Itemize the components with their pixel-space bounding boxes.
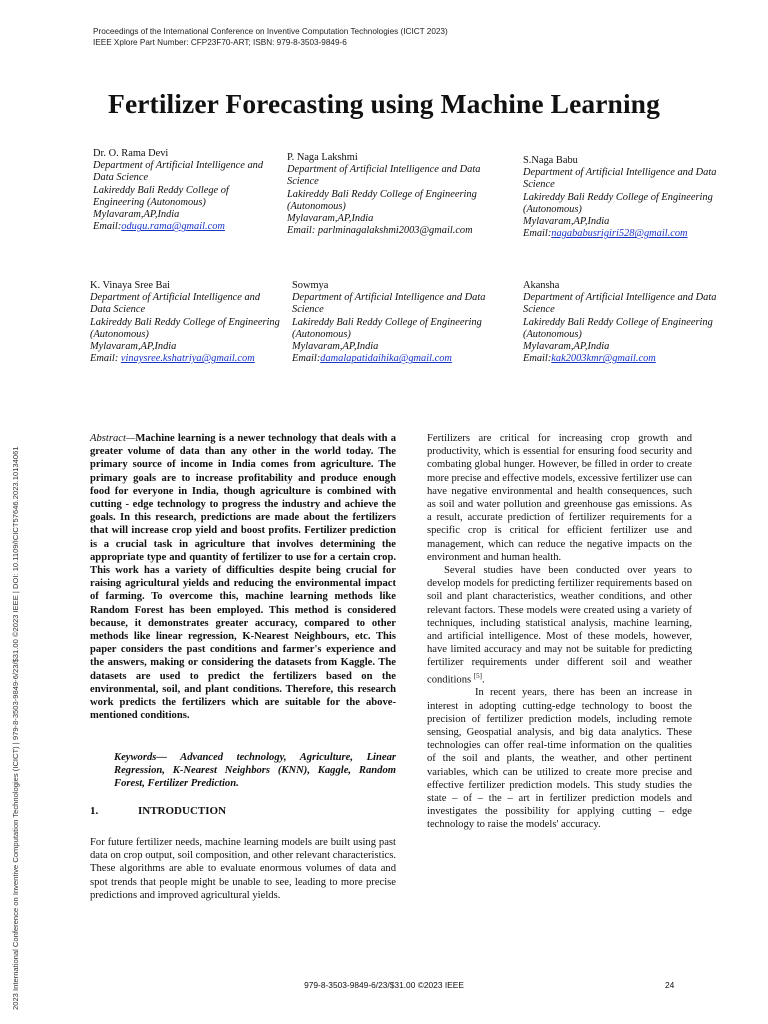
author-block-6 [523,280,723,365]
author-place: Mylavaram,AP,India [523,216,610,228]
author-block-5 [292,280,507,365]
author-email-link[interactable]: odugu.rama@gmail.com [121,221,225,233]
right-paragraph-1: Fertilizers are critical for increasing crop growth and productivity, which is essential for ensuring food security and combating global hunger. However, be filled in order to create more precise and effective models, excessive fertilizer use can have negative environmental and health consequences, such as soil and water pollution and greenhouse gas emissions. As a result, accurate prediction of fertilizer requirements for a specific crop is critical for efficient fertilizer use and management, which can reduce the negative impacts on the environment and human health. [427,433,692,563]
email-label: Email: [287,225,316,237]
section-title: INTRODUCTION [138,805,227,817]
author-name: P. Naga Lakshmi [287,152,358,163]
author-name: Dr. O. Rama Devi [93,148,169,159]
author-dept: Department of Artificial Intelligence and Data Science [90,292,261,316]
paper-title: Fertilizer Forecasting using Machine Learning [108,88,660,119]
email-label: Email: [523,353,552,365]
author-email-link[interactable]: nagababusrigiri528@gmail.com [551,228,688,240]
email-label: Email: [90,353,119,365]
header-line-2: IEEE Xplore Part Number: CFP23F70-ART; ISBN: 979-8-3503-9849-6 [93,37,347,47]
author-block-1 [93,148,273,233]
sidebar-citation: 2023 International Conference on Inventive Computation Technologies (ICICT) | 979-8-3503-9849-6/23/$31.00 ©2023 IEEE | DOI: 10.1109/ICICT57646.2023.10134061 [11,446,20,1010]
author-college: Lakireddy Bali Reddy College of Engineering (Autonomous) [523,316,713,340]
author-email-link[interactable]: vinaysree.kshatriya@gmail.com [120,353,255,365]
author-college: Lakireddy Bali Reddy College of Engineering (Autonomous) [93,184,229,208]
email-label: Email: [93,221,122,233]
author-college: Lakireddy Bali Reddy College of Engineering (Autonomous) [523,191,713,215]
author-block-2 [287,152,512,237]
right-column [427,432,692,832]
abstract-text: Machine learning is a newer technology that deals with a greater volume of data than any other in the world today. The primary source of income in India comes from agriculture. The primary goals are to increase profitability and produce enough food for everyone in India, though agriculture is combined with cutting - edge technology to progress the industry and achieve the goals. In this research, predictions are made about the fertilizers that will increase crop yield and boost profits. Fertilizer prediction is a crucial task in agriculture that involves determining the appropriate type and quantity of fertilizer to use for a certain crop. This work has a variety of difficulties despite being crucial for raising agricultural yields and reducing the environmental impact of farming. To overcome this, machine learning methods like Random Forest has been employed. This method is considered because, it demonstrates greater accuracy, compared to other methods like linear regression, K-Nearest Neighbours, etc. This paper considers the past conditions and farmer's experience and the answers, making or considering the datasets from Kaggle. The datasets are used to predict the fertilizers based on the environmental, soil, and plant conditions. Therefore, this research work predicts the fertilizers which are suitable for the above-mentioned conditions. [90,433,396,722]
author-place: Mylavaram,AP,India [90,341,177,353]
section-heading [90,805,226,817]
keywords: Keywords— Advanced technology, Agriculture, Linear Regression, K-Nearest Neighbors (KNN), Kaggle, Random Forest, Fertilizer Prediction. [114,752,396,790]
author-name: Akansha [523,280,560,291]
right-paragraph-2-text: Several studies have been conducted over years to develop models for predicting fertilizer requirements based on soil and plant characteristics, weather conditions, and other relevant factors. These models were created using a variety of techniques, including statistical analysis, machine learning, and artificial intelligence. Most of these models, however, have limited accuracy and may not be suitable for predicting fertilizer requirements under different soil and weather conditions [427,565,692,686]
author-name: Sowmya [292,280,329,291]
author-place: Mylavaram,AP,India [93,209,180,221]
page-number: 24 [665,980,675,990]
author-dept: Department of Artificial Intelligence and Data Science [93,160,264,184]
email-label: Email: [292,353,321,365]
author-email: parlminagalakshmi2003@gmail.com [317,225,473,237]
email-label: Email: [523,228,552,240]
author-place: Mylavaram,AP,India [523,341,610,353]
author-dept: Department of Artificial Intelligence and Data Science [523,167,717,191]
author-college: Lakireddy Bali Reddy College of Engineering (Autonomous) [287,188,477,212]
citation-ref[interactable]: [5] [473,671,482,680]
author-name: S.Naga Babu [523,155,578,166]
footer-copyright: 979-8-3503-9849-6/23/$31.00 ©2023 IEEE [304,980,464,990]
author-dept: Department of Artificial Intelligence and Data Science [292,292,486,316]
author-block-4 [90,280,280,365]
author-place: Mylavaram,AP,India [292,341,379,353]
author-college: Lakireddy Bali Reddy College of Engineering (Autonomous) [90,316,280,340]
author-place: Mylavaram,AP,India [287,213,374,225]
author-email-link[interactable]: kak2003kmr@gmail.com [551,353,656,365]
author-email-link[interactable]: damalapatidaihika@gmail.com [320,353,452,365]
author-college: Lakireddy Bali Reddy College of Engineering (Autonomous) [292,316,482,340]
author-block-3 [523,155,723,240]
abstract-lead: Abstract— [90,433,136,444]
right-paragraph-3: In recent years, there has been an increase in interest in adopting cutting-edge technology to boost the precision of fertilizer prediction models, including remote sensing, Geospatial analysis, and big data analytics. These technologies can offer real-time information on the qualities of the soil and plants, the weather, and other pertinent variables, which can be utilized to create more precise and effective fertilizer prediction models. This study studies the state – of – the – art in fertilizer prediction models and investigates the possibility for applying cutting – edge technology to raise the models' accuracy. [427,687,692,831]
right-paragraph-2: Several studies have been conducted over years to develop models for predicting fertilizer requirements based on soil and plant characteristics, weather conditions, and other relevant factors. These models were created using a variety of techniques, including statistical analysis, machine learning, and artificial intelligence. Most of these models, however, have limited accuracy and may not be suitable for predicting fertilizer requirements under different soil and weather conditions [5]. [427,565,692,686]
intro-paragraph-1: For future fertilizer needs, machine learning models are built using past data on crop output, soil composition, and other relevant characteristics. These algorithms are able to evaluate enormous volumes of data and spot trends that people might be unable to see, leading to more precise predictions and improved agricultural yields. [90,837,396,901]
proceedings-header [93,27,448,48]
section-number: 1. [90,805,99,817]
author-name: K. Vinaya Sree Bai [90,280,170,291]
abstract [90,432,396,722]
author-dept: Department of Artificial Intelligence and Data Science [523,292,717,316]
author-dept: Department of Artificial Intelligence and Data Science [287,164,481,188]
header-line-1: Proceedings of the International Conference on Inventive Computation Technologies (ICICT 2023) [93,27,448,36]
